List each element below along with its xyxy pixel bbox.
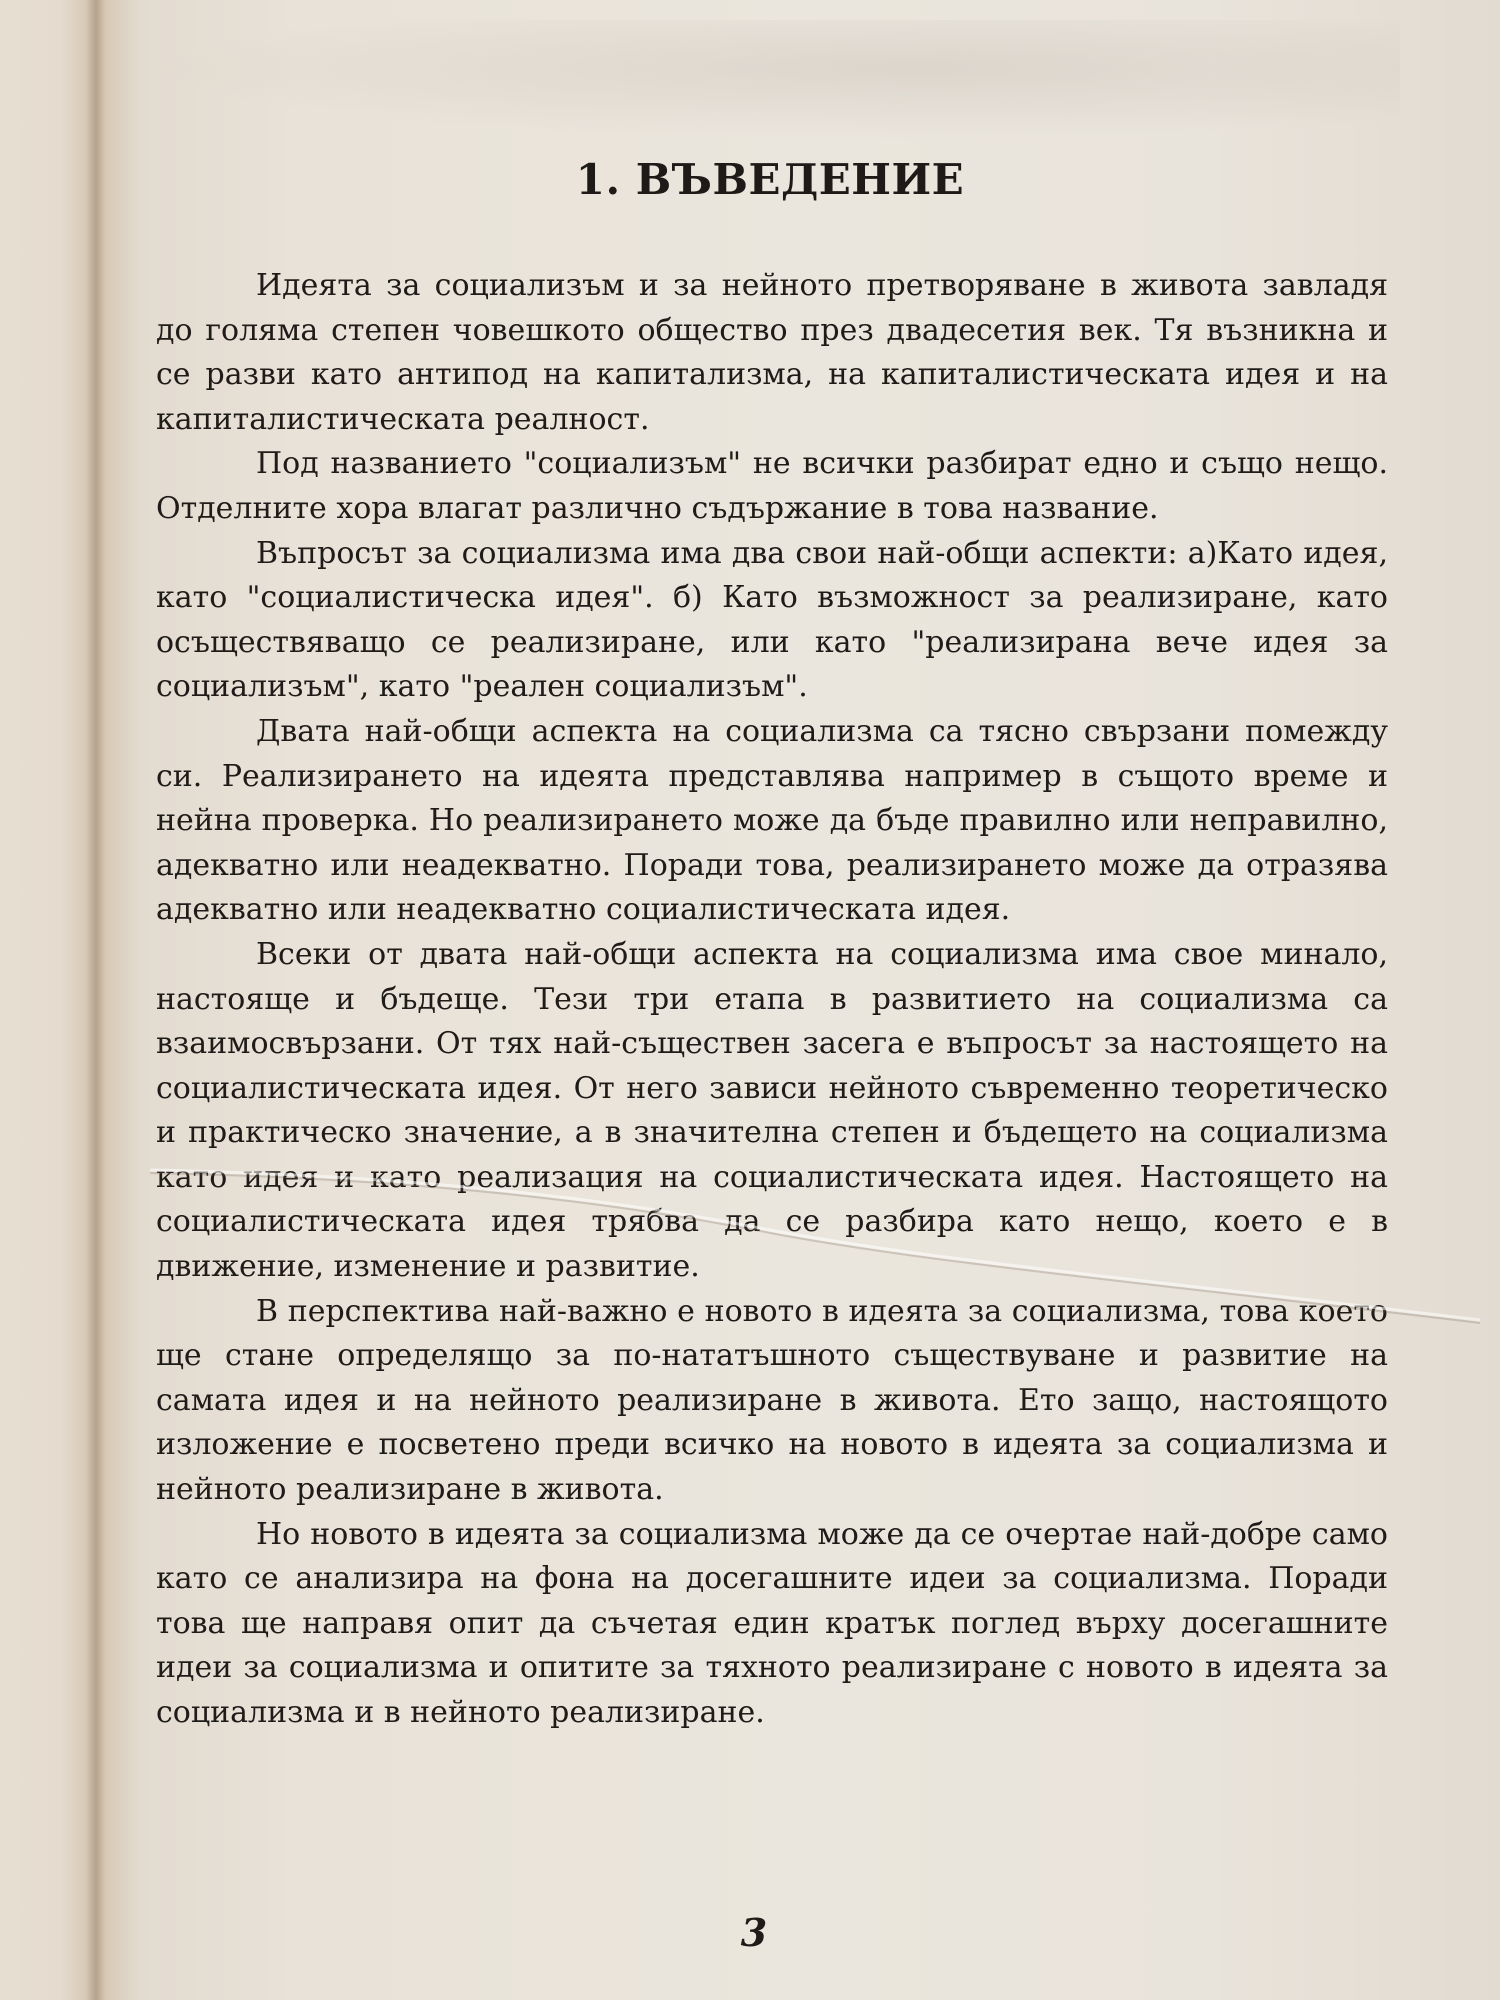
paragraph: Идеята за социализъм и за нейното претворяване в живота завладя до голяма степен човешкото общество през двадесетия век. Тя възникна и се разви като антипод на капитализма, на капиталистическата идея и на капиталистическата реалност. — [156, 268, 1388, 437]
chapter-title: 1. ВЪВЕДЕНИЕ — [575, 155, 965, 204]
paragraph: Но новото в идеята за социализма може да се очертае най-добре само като се анализира на фона на досегашните идеи за социализма. Поради това ще направя опит да съчетая един кратък поглед върху досегашните идеи за социализма и опитите за тяхното реализиране с новото в идеята за социализма и в нейното реализиране. — [156, 1516, 1388, 1730]
paragraph: В перспектива най-важно е новото в идеята за социализма, това което ще стане определящо за по-нататъшното съществуване и развитие на самата идея и на нейното реализиране в живота. Ето защо, настоящото изложение е посветено преди всичко на новото в идеята за социализма и нейното реализиране в живота. — [156, 1293, 1388, 1508]
paragraph: Под названието "социализъм" не всички разбират едно и също нещо. Отделните хора влагат различно съдържание в това название. — [156, 446, 1388, 526]
paragraph: Въпросът за социализма има два свои най-общи аспекти: а)Като идея, като "социалистическа идея". б) Като възможност за реализиране, като осъществяващо се реализиране, или като "реализирана вече идея за социализъм", като "реален социализъм". — [156, 535, 1388, 705]
bleed-through-shadow — [150, 20, 1400, 140]
body-text — [156, 264, 1388, 1736]
paragraph: Всеки от двата най-общи аспекта на социализма има свое минало, настояще и бъдеще. Тези три етапа в развитието на социализма са взаимосвързани. От тях най-съществен засега е въпросът за настоящето на социалистическата идея. От него зависи нейното съвременно теоретическо и практическо значение, а в значителна степен и бъдещето на социализма като идея и като реализация на социалистическата идея. Настоящето на социалистическата идея трябва да се разбира като нещо, което е в движение, изменение и развитие. — [156, 936, 1388, 1285]
page-number: 3 — [740, 1910, 768, 1955]
paragraph: Двата най-общи аспекта на социализма са тясно свързани помежду си. Реализирането на идеята представлява например в същото време и нейна проверка. Но реализирането може да бъде правилно или неправилно, адекватно или неадекватно. Поради това, реализирането може да отразява адекватно или неадекватно социалистическата идея. — [156, 713, 1388, 928]
book-gutter-shadow — [86, 0, 106, 2000]
